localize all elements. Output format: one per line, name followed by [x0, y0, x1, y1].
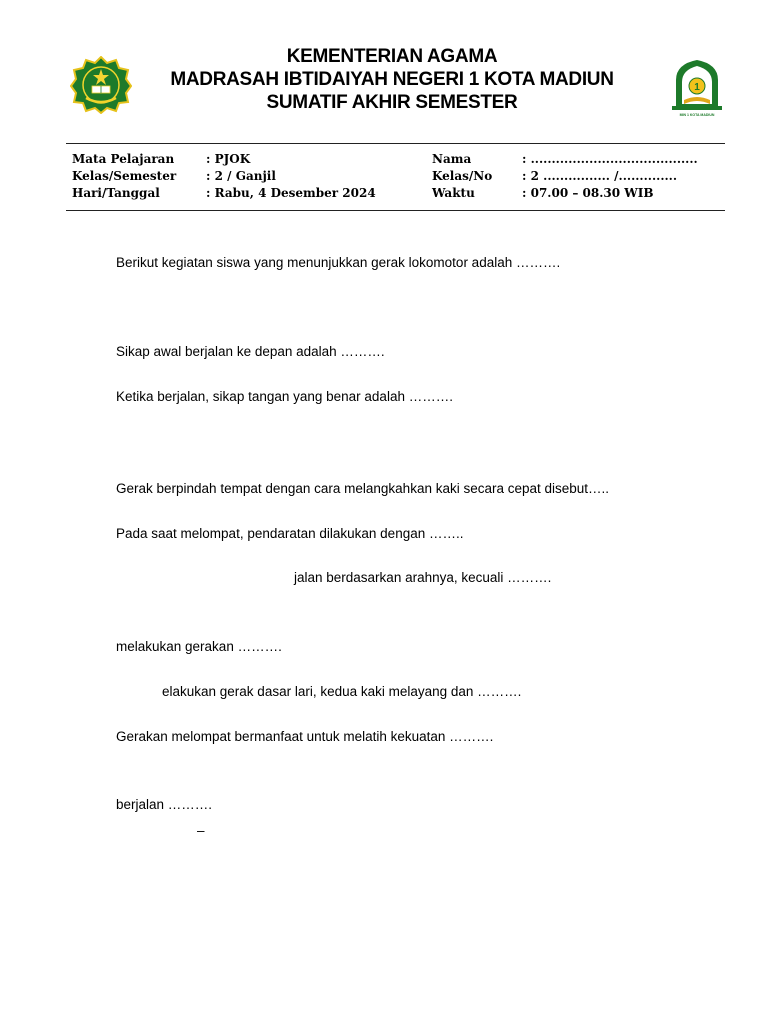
school-logo	[668, 56, 726, 118]
waktu-label: Waktu	[432, 186, 475, 200]
question-item: Gerakan melompat bermanfaat untuk melatih kekuatan ……….	[116, 729, 494, 744]
header-ministry: KEMENTERIAN AGAMA	[286, 46, 498, 67]
waktu-value: : 07.00 – 08.30 WIB	[522, 186, 654, 200]
question-item: Pada saat melompat, pendaratan dilakukan dengan ……..	[116, 526, 464, 541]
question-item: Sikap awal berjalan ke depan adalah ……….	[116, 344, 385, 359]
kemenag-logo	[70, 56, 132, 114]
kelas-no-label: Kelas/No	[432, 169, 493, 183]
mapel-label: Mata Pelajaran	[72, 152, 175, 166]
hari-tanggal-label: Hari/Tanggal	[72, 186, 160, 200]
kelas-semester-label: Kelas/Semester	[72, 169, 177, 183]
dash-mark: –	[197, 823, 205, 838]
mapel-value: : PJOK	[206, 152, 251, 166]
kelas-no-value: : 2 ................ /..............	[522, 169, 678, 183]
header-rule-bottom	[66, 210, 725, 211]
question-item: berjalan ……….	[116, 797, 213, 812]
header-exam-title: SUMATIF AKHIR SEMESTER	[266, 92, 518, 113]
question-item: melakukan gerakan ……….	[116, 639, 282, 654]
question-item: elakukan gerak dasar lari, kedua kaki melayang dan ……….	[162, 684, 522, 699]
school-logo-number: 1	[694, 82, 700, 93]
kelas-semester-value: : 2 / Ganjil	[206, 169, 276, 183]
nama-label: Nama	[432, 152, 472, 166]
question-item: Gerak berpindah tempat dengan cara melangkahkan kaki secara cepat disebut…..	[116, 481, 610, 496]
nama-value: : ........................................	[522, 152, 698, 166]
question-item: Ketika berjalan, sikap tangan yang benar adalah ……….	[116, 389, 453, 404]
school-logo-caption: MIN 1 KOTA MADIUN	[679, 113, 715, 117]
header-school: MADRASAH IBTIDAIYAH NEGERI 1 KOTA MADIUN	[170, 69, 614, 90]
question-item: jalan berdasarkan arahnya, kecuali ……….	[294, 570, 552, 585]
header-rule-top	[66, 143, 725, 144]
hari-tanggal-value: : Rabu, 4 Desember 2024	[206, 186, 376, 200]
question-item: Berikut kegiatan siswa yang menunjukkan gerak lokomotor adalah ……….	[116, 255, 561, 270]
